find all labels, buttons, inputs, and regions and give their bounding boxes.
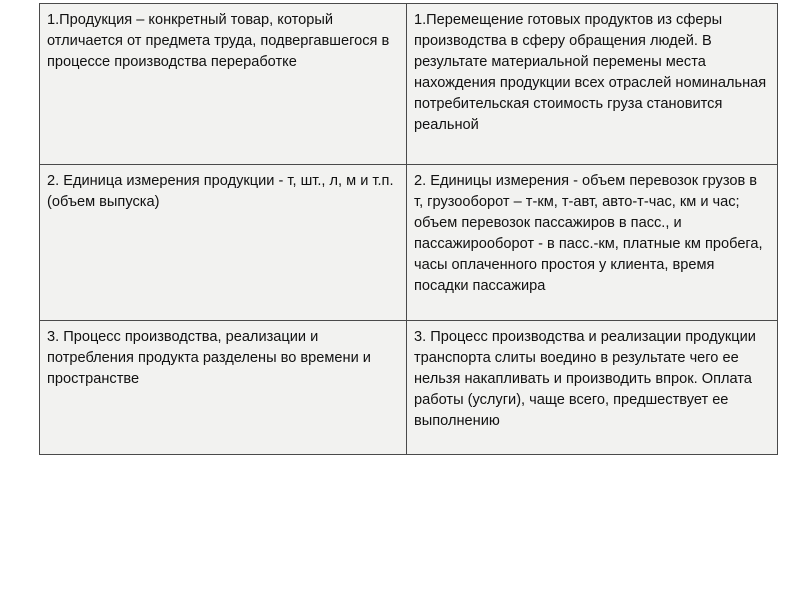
table-row: [40, 165, 778, 321]
table-cell-transport: 1.Перемещение готовых продуктов из сферы производства в сферу обращения людей. В результате материальной перемены места нахождения продукции всех отраслей номинальная потребительская стоимость груза становится реальной: [407, 4, 778, 165]
table-row: [40, 4, 778, 165]
table-row: [40, 321, 778, 455]
table-cell-production: 3. Процесс производства, реализации и потребления продукта разделены во времени и пространстве: [40, 321, 407, 455]
table-cell-production: 2. Единица измерения продукции - т, шт., л, м и т.п. (объем выпуска): [40, 165, 407, 321]
table-cell-transport: 3. Процесс производства и реализации продукции транспорта слиты воедино в результате чего ее нельзя накапливать и производить впрок. Оплата работы (услуги), чаще всего, предшествует ее выполнению: [407, 321, 778, 455]
comparison-table: [39, 3, 778, 455]
table-cell-production: 1.Продукция – конкретный товар, который отличается от предмета труда, подвергавшегося в процессе производства переработке: [40, 4, 407, 165]
table-cell-transport: 2. Единицы измерения - объем перевозок грузов в т, грузооборот – т-км, т-авт, авто-т-час, км и час; объем перевозок пассажиров в пасс., и пассажирооборот - в пасс.-км, платные км пробега, часы оплаченного простоя у клиента, время посадки пассажира: [407, 165, 778, 321]
